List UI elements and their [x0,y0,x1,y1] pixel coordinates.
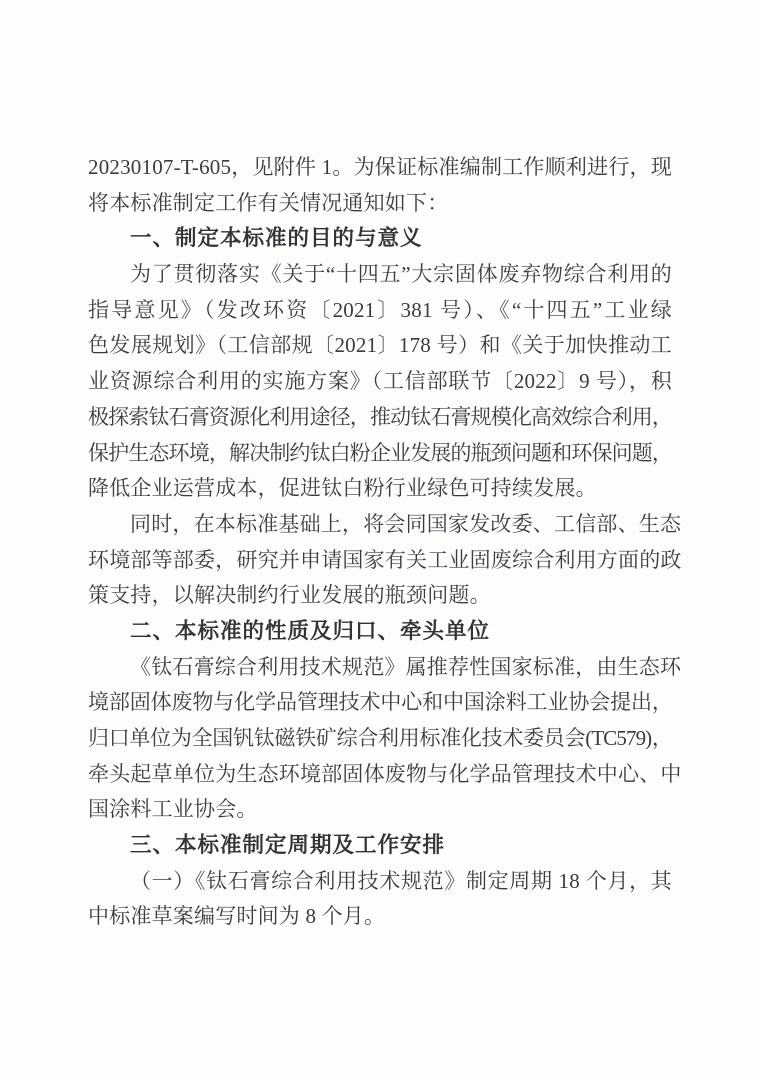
para-policy-line-3: 策支持，以解决制约行业发展的瓶颈问题。 [88,583,491,608]
para-purpose-line-3: 色发展规划》（工信部规〔2021〕178 号）和《关于加快推动工 [88,333,672,358]
para-purpose-line-7: 降低企业运营成本，促进钛白粉行业绿色可持续发展。 [88,476,597,501]
heading-section-2: 二、本标准的性质及归口、牵头单位 [130,618,491,643]
heading-section-1: 一、制定本标准的目的与意义 [130,226,423,251]
intro-line-2: 将本标准制定工作有关情况通知如下： [88,190,449,215]
intro-line-1: 20230107-T-605，见附件 1。为保证标准编制工作顺利进行，现 [88,155,672,179]
para-purpose-line-4: 业资源综合利用的实施方案》（工信部联节〔2022〕9 号），积 [88,369,672,394]
para-schedule-line-2: 中标准草案编写时间为 8 个月。 [88,904,386,929]
para-org-line-1: 《钛石膏综合利用技术规范》属推荐性国家标准，由生态环 [130,654,682,679]
para-policy-line-2: 环境部等部委，研究并申请国家有关工业固废综合利用方面的政 [88,547,682,572]
para-org-line-4: 牵头起草单位为生态环境部固体废物与化学品管理技术中心、中 [88,761,682,786]
para-purpose-line-6: 保护生态环境，解决制约钛白粉企业发展的瓶颈问题和环保问题， [88,440,672,465]
para-org-line-2: 境部固体废物与化学品管理技术中心和中国涂料工业协会提出， [88,690,672,715]
heading-section-3: 三、本标准制定周期及工作安排 [130,833,446,858]
para-schedule-line-1: （一）《钛石膏综合利用技术规范》制定周期 18 个月，其 [130,868,672,893]
para-org-line-5: 国涂料工业协会。 [88,797,258,822]
para-org-line-3: 归口单位为全国钒钛磁铁矿综合利用标准化技术委员会(TC579)， [88,726,672,750]
para-purpose-line-2: 指导意见》（发改环资〔2021〕381 号）、《“十四五”工业绿 [88,297,672,322]
para-policy-line-1: 同时，在本标准基础上，将会同国家发改委、工信部、生态 [130,511,682,536]
para-purpose-line-1: 为了贯彻落实《关于“十四五”大宗固体废弃物综合利用的 [130,262,672,287]
document-content [88,150,682,935]
para-purpose-line-5: 极探索钛石膏资源化利用途径，推动钛石膏规模化高效综合利用， [88,404,672,429]
